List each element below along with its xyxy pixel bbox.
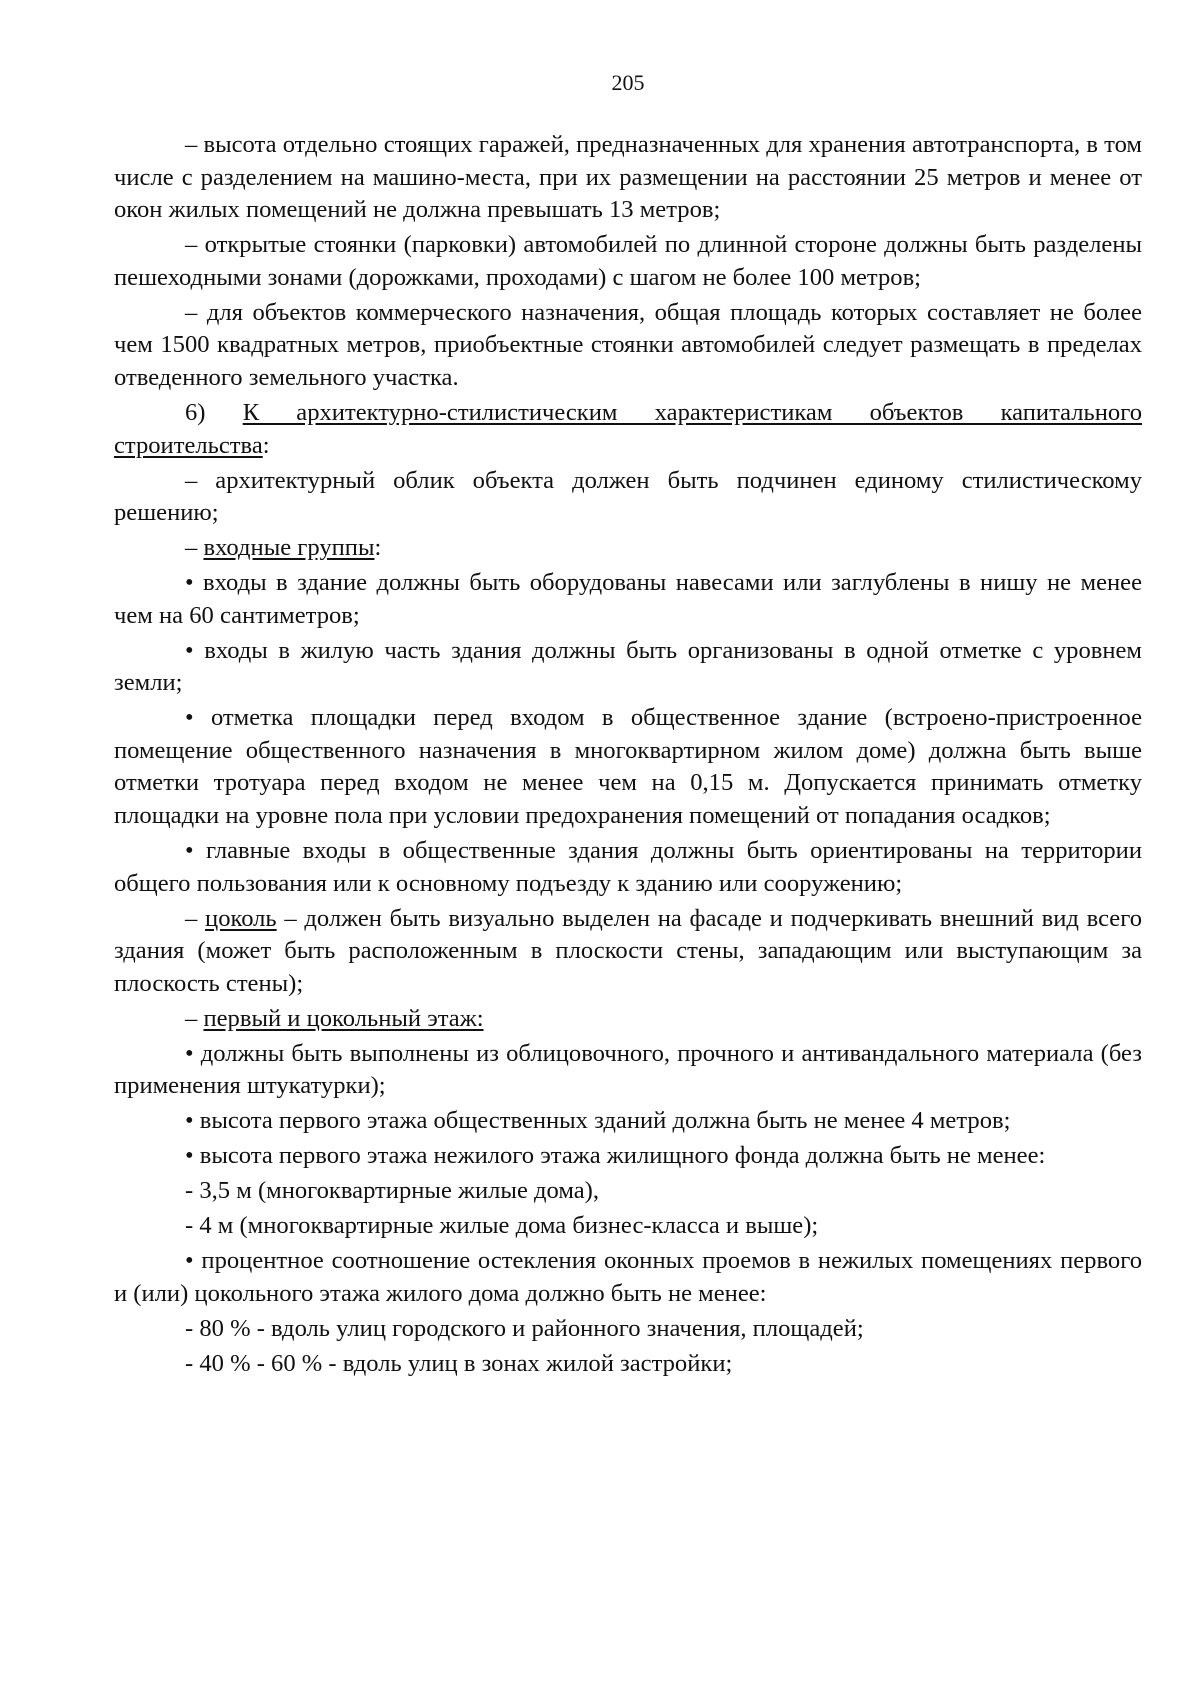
paragraph-text: • входы в жилую часть здания должны быть организованы в одной отметке с уровнем земли; <box>114 636 1142 697</box>
paragraph <box>114 397 1142 462</box>
paragraph <box>114 635 1142 700</box>
paragraph-text: • главные входы в общественные здания должны быть ориентированы на территории общего пользования или к основному подъезду к зданию или сооружению; <box>114 836 1142 897</box>
paragraph-text: - 3,5 м (многоквартирные жилые дома), <box>185 1177 600 1205</box>
paragraph <box>114 229 1142 294</box>
paragraph <box>114 129 1142 227</box>
paragraph-text: - 40 % - 60 % - вдоль улиц в зонах жилой застройки; <box>185 1349 733 1377</box>
paragraph <box>114 465 1142 530</box>
paragraph-text: • входы в здание должны быть оборудованы навесами или заглублены в нишу не менее чем на 60 сантиметров; <box>114 569 1142 629</box>
paragraph <box>114 702 1142 832</box>
paragraph <box>114 1245 1142 1310</box>
underlined-heading-text: входные группы <box>203 534 375 562</box>
underlined-heading-text: цоколь <box>205 904 277 932</box>
paragraph <box>114 1175 1142 1208</box>
paragraph-text: – <box>185 534 204 562</box>
paragraph-text: – высота отдельно стоящих гаражей, предназначенных для хранения автотранспорта, в том числе с разделением на машино-места, при их размещении на расстоянии 25 метров и менее от окон жилых помещений не должна превышать 13 метров; <box>114 131 1142 224</box>
paragraph-text: – архитектурный облик объекта должен быть подчинен единому стилистическому решению; <box>114 466 1142 527</box>
paragraph-text: - 4 м (многоквартирные жилые дома бизнес-класса и выше); <box>185 1212 819 1240</box>
paragraph <box>114 903 1142 1001</box>
paragraph-text: – для объектов коммерческого назначения, общая площадь которых составляет не более чем 1500 квадратных метров, приобъектные стоянки автомобилей следует размещать в пределах отведенного земельного участка. <box>114 298 1142 391</box>
paragraph <box>114 297 1142 395</box>
paragraph-text: – открытые стоянки (парковки) автомобилей по длинной стороне должны быть разделены пешеходными зонами (дорожками, проходами) с шагом не более 100 метров; <box>114 231 1142 291</box>
paragraph <box>114 1313 1142 1346</box>
paragraph <box>114 532 1142 565</box>
paragraph <box>114 835 1142 900</box>
paragraph-text: – <box>185 904 206 932</box>
paragraph-text: : <box>262 431 270 459</box>
document-body <box>114 129 1142 1383</box>
paragraph-text: : <box>374 534 382 562</box>
paragraph-text: - 80 % - вдоль улиц городского и районного значения, площадей; <box>185 1314 864 1342</box>
paragraph <box>114 1348 1142 1381</box>
paragraph-text: • процентное соотношение остекления оконных проемов в нежилых помещениях первого и (или) цокольного этажа жилого дома должно быть не менее: <box>114 1247 1142 1307</box>
paragraph <box>114 1038 1142 1103</box>
paragraph-text: 6) <box>185 398 243 426</box>
paragraph-text: • высота первого этажа нежилого этажа жилищного фонда должна быть не менее: <box>185 1142 1046 1170</box>
paragraph <box>114 1210 1142 1243</box>
paragraph-text: • должны быть выполнены из облицовочного, прочного и антивандального материала (без применения штукатурки); <box>114 1039 1142 1100</box>
paragraph <box>114 1105 1142 1138</box>
paragraph-text: • отметка площадки перед входом в общественное здание (встроено-пристроенное помещение общественного назначения в многоквартирном жилом доме) должна быть выше отметки тротуара перед входом не менее чем на 0,15 м. Допускается принимать отметку площадки на уровне пола при условии предохранения помещений от попадания осадков; <box>114 704 1142 829</box>
underlined-heading-text: первый и цокольный этаж: <box>203 1004 484 1032</box>
paragraph <box>114 1140 1142 1173</box>
paragraph-text: • высота первого этажа общественных зданий должна быть не менее 4 метров; <box>185 1107 1011 1135</box>
paragraph <box>114 1003 1142 1036</box>
paragraph-text: – <box>185 1004 204 1032</box>
paragraph-text: – должен быть визуально выделен на фасаде и подчеркивать внешний вид всего здания (может быть расположенным в плоскости стены, западающим или выступающим за плоскость стены); <box>114 904 1142 997</box>
page-number: 205 <box>611 70 645 95</box>
underlined-heading-text: К архитектурно-стилистическим характеристикам объектов капитального строительства <box>114 398 1142 459</box>
paragraph <box>114 567 1142 632</box>
